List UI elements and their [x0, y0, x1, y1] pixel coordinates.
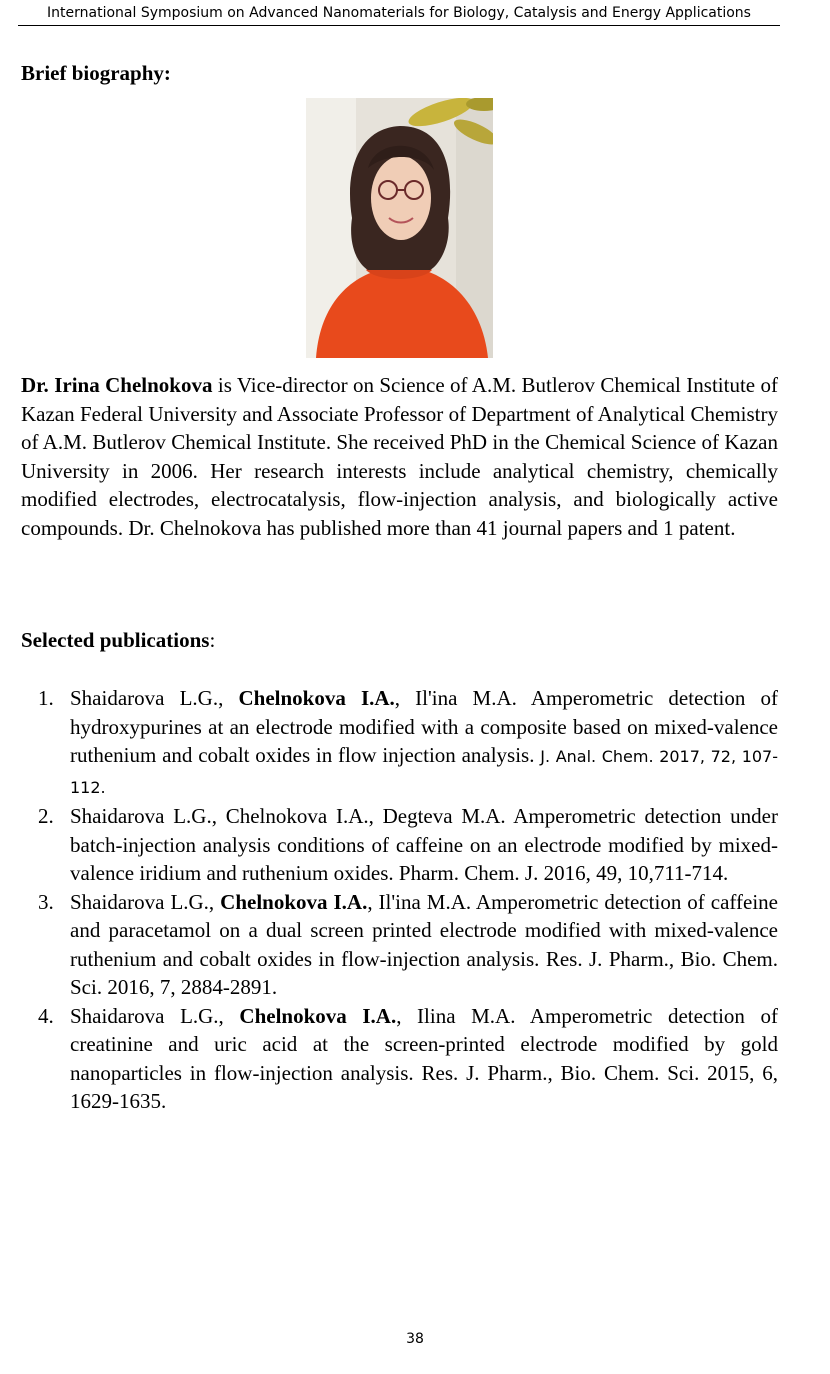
publication-highlighted-author: Chelnokova I.A.	[238, 686, 395, 710]
publications-heading-label: Selected publications	[21, 628, 210, 652]
publication-highlighted-author: Chelnokova I.A.	[220, 889, 368, 914]
publication-highlighted-author: Chelnokova I.A.	[239, 1003, 397, 1028]
biography-text: is Vice-director on Science of A.M. Butlerov Chemical Institute of Kazan Federal University and Associate Professor of Department of Analytical Chemistry of A.M. Butlerov Chemical Institute. She received PhD in the Chemical Science of Kazan University in 2006. Her research interests include analytical chemistry, chemically modified electrodes, electrocatalysis, flow-injection analysis, and biologically active compounds. Dr. Chelnokova has published more than 41 journal papers and 1 patent.	[21, 373, 778, 540]
publication-item	[21, 1002, 778, 1116]
publication-citation: , Il'ina M.A. Amperometric detection of hydroxypurines at an electrode modified with a composite based on mixed-valence ruthenium and cobalt oxides in flow injection analysis.	[70, 686, 779, 767]
publication-authors: Shaidarova L.G.,	[70, 1003, 240, 1028]
publications-heading-colon: :	[209, 628, 216, 652]
publication-item	[21, 888, 778, 1002]
publication-number: 3.	[38, 889, 54, 914]
publication-number: 1.	[38, 686, 54, 710]
publication-citation: , Ilina M.A. Amperometric detection of creatinine and uric acid at the screen-printed electrode modified by gold nanoparticles in flow-injection analysis. Res. J. Pharm., Bio. Chem. Sci. 2015, 6, 1629-1635.	[70, 1003, 778, 1113]
publication-list	[21, 684, 778, 1116]
publication-item	[21, 684, 778, 802]
publication-citation: Shaidarova L.G., Chelnokova I.A., Degteva M.A. Amperometric detection under batch-injection analysis conditions of caffeine on an electrode modified by mixed-valence iridium and ruthenium oxides. Pharm. Chem. J. 2016, 49, 10,711-714.	[70, 804, 778, 885]
biography-paragraph	[21, 371, 778, 542]
publications-heading	[21, 627, 215, 653]
publication-number: 4.	[38, 1003, 54, 1028]
publication-number: 2.	[38, 804, 54, 828]
page-number: 38	[406, 1331, 424, 1347]
publication-journal: J. Anal. Chem. 2017, 72, 107-112.	[70, 747, 779, 797]
publication-citation: , Il'ina M.A. Amperometric detection of caffeine and paracetamol on a dual screen printed electrode modified with mixed-valence ruthenium and cobalt oxides in flow-injection analysis. Res. J. Pharm., Bio. Chem. Sci. 2016, 7, 2884-2891.	[70, 889, 778, 999]
running-header: International Symposium on Advanced Nanomaterials for Biology, Catalysis and Energy Applications	[18, 4, 780, 26]
biography-heading: Brief biography:	[21, 61, 171, 85]
portrait-illustration	[306, 98, 493, 358]
portrait-photo	[306, 98, 493, 358]
publication-item	[21, 802, 778, 888]
biography-name: Dr. Irina Chelnokova	[21, 373, 213, 397]
publication-authors: Shaidarova L.G.,	[70, 686, 239, 710]
publication-authors: Shaidarova L.G.,	[70, 889, 221, 914]
